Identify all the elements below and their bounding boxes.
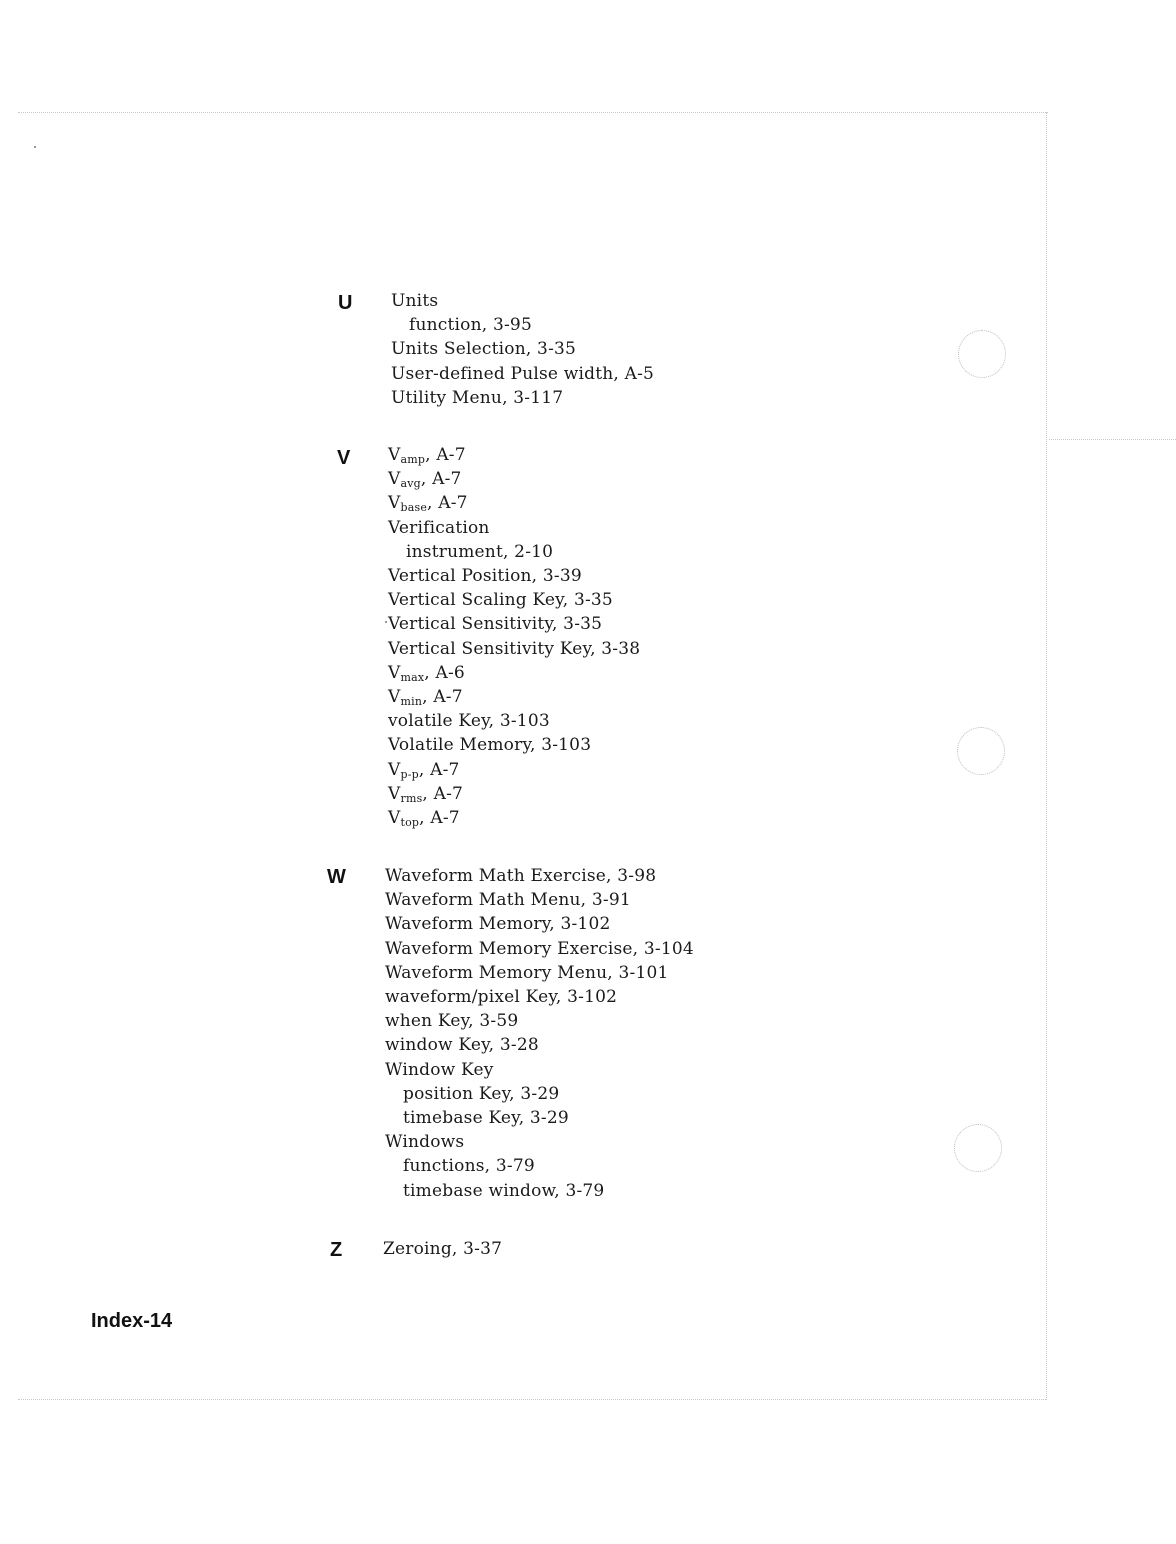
index-subentry: position Key, 3-29 bbox=[403, 1083, 560, 1104]
index-entry bbox=[388, 491, 640, 515]
index-subentry: function, 3-95 bbox=[409, 315, 532, 336]
index-entry: Waveform Math Exercise, 3-98 bbox=[385, 866, 657, 886]
index-subentry: instrument, 2-10 bbox=[406, 541, 554, 562]
index-entry: User-defined Pulse width, A-5 bbox=[391, 363, 655, 384]
index-entry: Vertical Sensitivity Key, 3-38 bbox=[388, 638, 641, 659]
section-letter: V bbox=[337, 447, 351, 469]
entry-list bbox=[391, 289, 654, 410]
entry-subscript: top bbox=[400, 816, 420, 830]
section-letter: W bbox=[327, 866, 346, 888]
index-entry: Waveform Memory Menu, 3-101 bbox=[385, 962, 669, 983]
index-entry: Waveform Math Menu, 3-91 bbox=[385, 890, 631, 911]
punch-hole-top bbox=[958, 330, 1006, 378]
index-entry bbox=[388, 661, 640, 685]
entry-reference: , A-7 bbox=[420, 469, 462, 490]
index-entry: waveform/pixel Key, 3-102 bbox=[385, 987, 618, 1008]
index-entry: when Key, 3-59 bbox=[385, 1011, 519, 1032]
entry-list bbox=[383, 1237, 502, 1261]
page-edge-right bbox=[1046, 112, 1047, 1400]
section-letter: Z bbox=[330, 1239, 343, 1261]
index-entry: window Key, 3-28 bbox=[385, 1035, 539, 1056]
entry-symbol: V bbox=[388, 783, 401, 804]
entry-reference: , A-7 bbox=[427, 493, 468, 514]
index-entry: Verification bbox=[388, 517, 490, 538]
index-entry: Vertical Scaling Key, 3-35 bbox=[388, 590, 613, 611]
entry-list bbox=[385, 864, 694, 1203]
index-subentry: timebase Key, 3-29 bbox=[403, 1108, 569, 1129]
page-tab-edge bbox=[1049, 439, 1176, 440]
index-entry: Windows bbox=[385, 1132, 465, 1153]
punch-hole-bottom bbox=[954, 1124, 1002, 1172]
index-entry: Window Key bbox=[385, 1059, 494, 1080]
entry-subscript: p-p bbox=[400, 767, 419, 781]
entry-subscript: rms bbox=[400, 791, 423, 805]
entry-reference: , A-7 bbox=[425, 445, 466, 465]
index-entry bbox=[388, 685, 640, 709]
index-entry: Vertical Position, 3-39 bbox=[388, 566, 582, 587]
index-entry bbox=[388, 782, 640, 806]
index-subentry: functions, 3-79 bbox=[403, 1156, 535, 1177]
index-entry: Volatile Memory, 3-103 bbox=[388, 735, 592, 756]
page-edge-bottom bbox=[18, 1399, 1046, 1400]
entry-reference: , A-7 bbox=[422, 783, 464, 804]
index-entry: Vertical Sensitivity, 3-35 bbox=[388, 614, 603, 635]
index-entry bbox=[388, 758, 640, 782]
entry-reference: , A-7 bbox=[418, 759, 460, 780]
scan-speck bbox=[385, 621, 387, 623]
entry-symbol: V bbox=[388, 493, 401, 514]
page-edge-top bbox=[18, 112, 1048, 113]
entry-subscript: amp bbox=[400, 453, 426, 466]
entry-subscript: avg bbox=[400, 477, 421, 491]
page-number: Index-14 bbox=[91, 1310, 173, 1332]
entry-subscript: base bbox=[400, 501, 428, 515]
entry-symbol: V bbox=[388, 759, 401, 780]
index-entry: volatile Key, 3-103 bbox=[388, 711, 550, 732]
index-entry bbox=[388, 806, 640, 830]
index-entry: Zeroing, 3-37 bbox=[383, 1239, 503, 1259]
entry-reference: , A-6 bbox=[424, 662, 465, 683]
entry-reference: , A-7 bbox=[422, 687, 463, 708]
entry-subscript: max bbox=[400, 670, 425, 684]
entry-reference: , A-7 bbox=[419, 808, 460, 829]
index-entry: Waveform Memory Exercise, 3-104 bbox=[385, 938, 694, 959]
index-entry bbox=[388, 443, 640, 467]
entry-symbol: V bbox=[388, 687, 401, 708]
scan-speck bbox=[34, 146, 36, 148]
index-entry: Units bbox=[391, 291, 439, 311]
punch-hole-middle bbox=[957, 727, 1005, 775]
entry-symbol: V bbox=[388, 469, 401, 490]
index-entry bbox=[388, 467, 640, 491]
entry-symbol: V bbox=[388, 808, 401, 829]
entry-symbol: V bbox=[388, 662, 401, 683]
entry-symbol: V bbox=[388, 445, 401, 465]
index-entry: Units Selection, 3-35 bbox=[391, 339, 577, 360]
section-letter: U bbox=[338, 292, 353, 314]
index-subentry: timebase window, 3-79 bbox=[403, 1180, 605, 1201]
entry-subscript: min bbox=[400, 695, 423, 709]
index-entry: Utility Menu, 3-117 bbox=[391, 387, 564, 408]
index-entry: Waveform Memory, 3-102 bbox=[385, 914, 611, 935]
entry-list bbox=[388, 443, 640, 830]
